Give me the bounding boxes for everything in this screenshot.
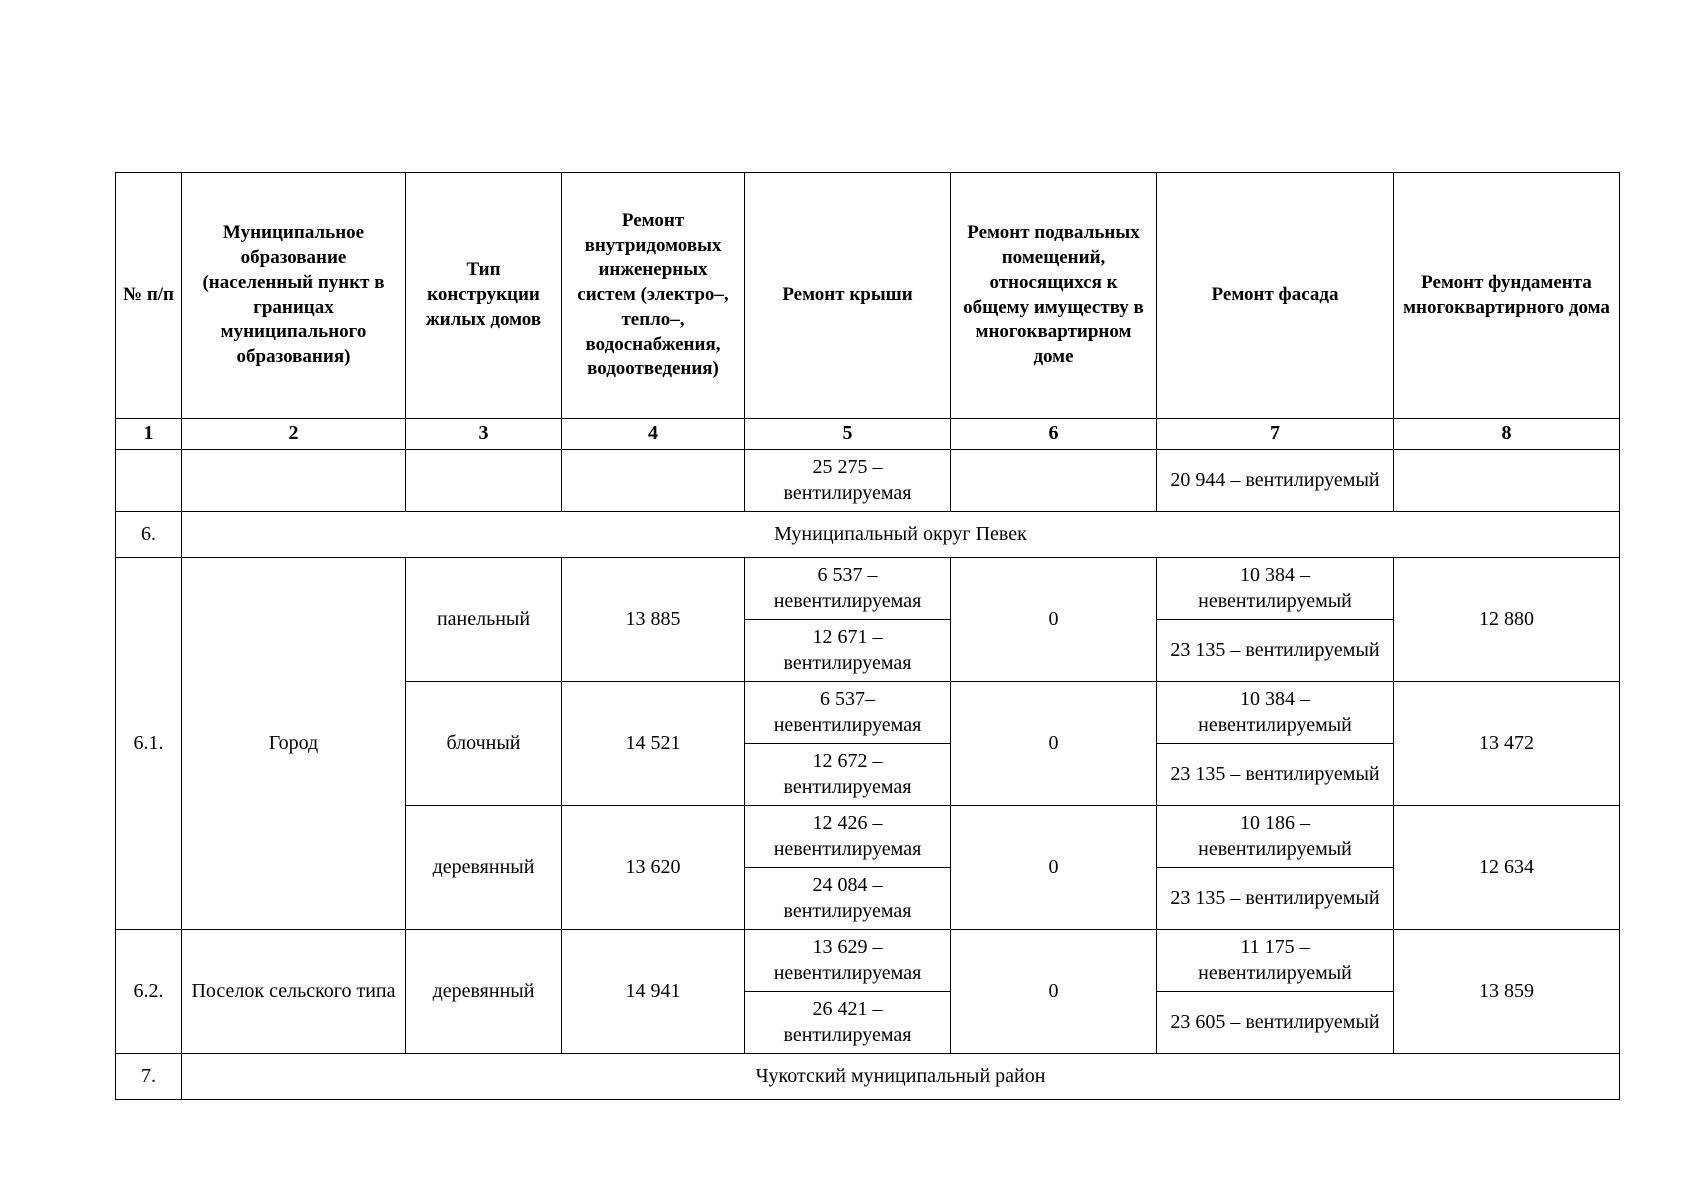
systems-cost: 14 941 [562,930,745,1054]
column-number: 1 [116,419,182,450]
foundation-cost: 13 472 [1394,682,1620,806]
section-number: 6. [116,512,182,558]
facade-cost: 23 135 – вентилируемый [1157,868,1394,930]
column-number: 4 [562,419,745,450]
basement-cost: 0 [951,682,1157,806]
municipality-cell: Поселок сельского типа [182,930,406,1054]
header-cell: Тип конструкции жилых домов [406,173,562,419]
foundation-cost: 12 880 [1394,558,1620,682]
facade-cost: 10 384 – невентилируемый [1157,682,1394,744]
systems-cost: 14 521 [562,682,745,806]
header-row [116,173,1620,419]
facade-cost: 23 135 – вентилируемый [1157,744,1394,806]
section-row [116,512,1620,558]
foundation-cost: 13 859 [1394,930,1620,1054]
construction-type: деревянный [406,930,562,1054]
roof-cost: 24 084 – вентилируемая [745,868,951,930]
column-number: 3 [406,419,562,450]
section-number: 7. [116,1054,182,1100]
empty-cell [951,450,1157,512]
roof-cost: 6 537 – невентилируемая [745,558,951,620]
empty-cell [182,450,406,512]
column-number-row [116,419,1620,450]
facade-cost: 10 384 – невентилируемый [1157,558,1394,620]
facade-cost: 11 175 – невентилируемый [1157,930,1394,992]
row-number: 6.1. [116,558,182,930]
section-title: Чукотский муниципальный район [182,1054,1620,1100]
empty-cell [562,450,745,512]
column-number: 6 [951,419,1157,450]
roof-cost: 12 671 – вентилируемая [745,620,951,682]
column-number: 2 [182,419,406,450]
column-number: 7 [1157,419,1394,450]
roof-cost: 13 629 – невентилируемая [745,930,951,992]
foundation-cost: 12 634 [1394,806,1620,930]
municipality-cell: Город [182,558,406,930]
facade-cost: 20 944 – вентилируемый [1157,450,1394,512]
roof-cost: 12 672 – вентилируемая [745,744,951,806]
table-row [116,930,1620,992]
section-row [116,1054,1620,1100]
header-cell: Ремонт крыши [745,173,951,419]
section-title: Муниципальный округ Певек [182,512,1620,558]
continuation-row [116,450,1620,512]
header-cell: Ремонт фасада [1157,173,1394,419]
facade-cost: 23 605 – вентилируемый [1157,992,1394,1054]
header-cell: Ремонт фундамента многоквартирного дома [1394,173,1620,419]
construction-type: блочный [406,682,562,806]
roof-cost: 6 537– невентилируемая [745,682,951,744]
row-number: 6.2. [116,930,182,1054]
systems-cost: 13 885 [562,558,745,682]
basement-cost: 0 [951,558,1157,682]
facade-cost: 23 135 – вентилируемый [1157,620,1394,682]
header-cell: Муниципальное образование (населенный пункт в границах муниципального образования) [182,173,406,419]
roof-cost: 12 426 – невентилируемая [745,806,951,868]
roof-cost: 25 275 – вентилируемая [745,450,951,512]
header-cell: Ремонт подвальных помещений, относящихся к общему имуществу в многоквартирном доме [951,173,1157,419]
column-number: 8 [1394,419,1620,450]
basement-cost: 0 [951,930,1157,1054]
empty-cell [116,450,182,512]
systems-cost: 13 620 [562,806,745,930]
basement-cost: 0 [951,806,1157,930]
construction-type: панельный [406,558,562,682]
empty-cell [406,450,562,512]
cost-table [115,172,1620,1100]
empty-cell [1394,450,1620,512]
table-row [116,558,1620,620]
column-number: 5 [745,419,951,450]
roof-cost: 26 421 – вентилируемая [745,992,951,1054]
header-cell: Ремонт внутридомовых инженерных систем (электро–, тепло–, водоснабжения, водоотведения) [562,173,745,419]
construction-type: деревянный [406,806,562,930]
header-cell: № п/п [116,173,182,419]
facade-cost: 10 186 – невентилируемый [1157,806,1394,868]
